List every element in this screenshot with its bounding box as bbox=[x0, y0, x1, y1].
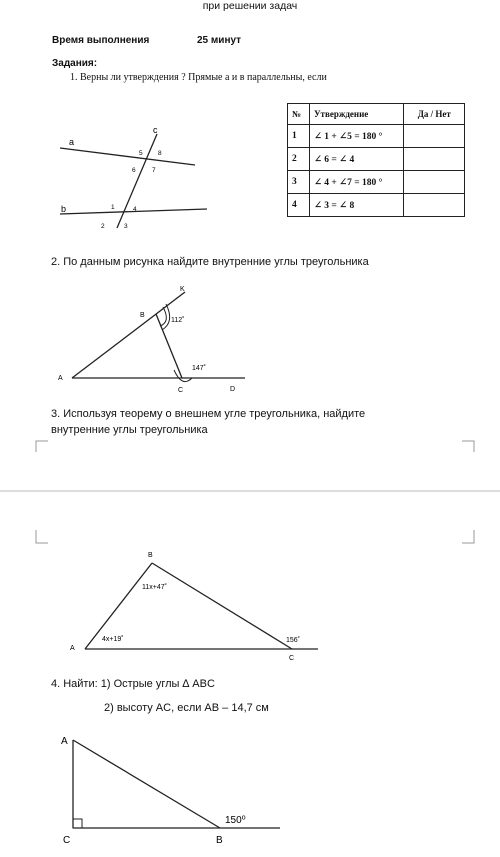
row-num: 4 bbox=[288, 194, 310, 217]
label-A: A bbox=[58, 375, 63, 382]
label-C: C bbox=[289, 655, 295, 662]
task3-figure bbox=[60, 545, 325, 665]
label-D: D bbox=[230, 386, 236, 393]
angle-c-value: 147˚ bbox=[192, 365, 207, 372]
task2-text: 2. По данным рисунка найдите внутренние углы треугольника bbox=[51, 256, 369, 268]
table-header-row bbox=[288, 104, 465, 125]
label-A: A bbox=[61, 736, 68, 747]
label-b: b bbox=[61, 204, 67, 214]
label-1: 1 bbox=[111, 204, 115, 211]
task1-text: 1. Верны ли утверждения ? Прямые а и в параллельны, если bbox=[70, 72, 327, 83]
header-statement: Утверждение bbox=[309, 104, 404, 125]
angle-a-expr: 4x+19˚ bbox=[102, 636, 124, 643]
label-2: 2 bbox=[101, 223, 105, 230]
row-answer-cell[interactable] bbox=[404, 194, 465, 217]
label-8: 8 bbox=[158, 150, 162, 157]
angle-c-arc bbox=[174, 370, 192, 382]
label-C: C bbox=[63, 835, 71, 846]
page-break bbox=[0, 438, 500, 553]
label-7: 7 bbox=[152, 167, 156, 174]
label-B: B bbox=[148, 552, 153, 559]
label-c: c bbox=[153, 125, 158, 135]
line-c bbox=[117, 134, 157, 228]
label-6: 6 bbox=[132, 167, 136, 174]
task3-text-line2: внутренние углы треугольника bbox=[51, 424, 208, 436]
header-answer: Да / Нет bbox=[404, 104, 465, 125]
line-a bbox=[60, 148, 195, 165]
exterior-angle-value: 150⁰ bbox=[225, 815, 246, 826]
statements-table bbox=[287, 103, 465, 217]
right-angle-mark bbox=[73, 819, 82, 828]
row-statement: ∠ 4 + ∠7 = 180 ° bbox=[309, 171, 404, 194]
row-statement: ∠ 3 = ∠ 8 bbox=[309, 194, 404, 217]
tasks-label: Задания: bbox=[52, 58, 98, 69]
table-row bbox=[288, 148, 465, 171]
label-K: K bbox=[180, 286, 185, 293]
table-row bbox=[288, 171, 465, 194]
label-3: 3 bbox=[124, 223, 128, 230]
task2-figure bbox=[50, 280, 250, 395]
table-row bbox=[288, 194, 465, 217]
row-num: 3 bbox=[288, 171, 310, 194]
header-num: № bbox=[288, 104, 310, 125]
table-row bbox=[288, 125, 465, 148]
angle-b-expr: 11x+47˚ bbox=[142, 584, 167, 591]
row-statement: ∠ 1 + ∠5 = 180 ° bbox=[309, 125, 404, 148]
label-4: 4 bbox=[133, 206, 137, 213]
task1-figure bbox=[55, 122, 215, 237]
crop-mark-top-left bbox=[36, 441, 48, 452]
time-value: 25 минут bbox=[197, 35, 242, 46]
task4-line2: 2) высоту AC, если AB – 14,7 см bbox=[104, 702, 269, 714]
label-a: a bbox=[69, 137, 75, 147]
row-num: 1 bbox=[288, 125, 310, 148]
angle-b-value: 112˚ bbox=[171, 317, 185, 324]
task3-text-line1: 3. Используя теорему о внешнем угле треугольника, найдите bbox=[51, 408, 366, 420]
row-answer-cell[interactable] bbox=[404, 125, 465, 148]
crop-mark-top-right bbox=[462, 441, 474, 452]
label-A: A bbox=[70, 645, 75, 652]
label-5: 5 bbox=[139, 150, 143, 157]
page-header-title: при решении задач bbox=[202, 0, 298, 12]
label-B: B bbox=[140, 312, 145, 319]
task4-line1: 4. Найти: 1) Острые углы ∆ ABC bbox=[51, 678, 215, 690]
row-statement: ∠ 6 = ∠ 4 bbox=[309, 148, 404, 171]
label-C: C bbox=[178, 387, 184, 394]
time-label: Время выполнения bbox=[52, 35, 150, 46]
task4-figure bbox=[55, 728, 290, 853]
angle-c-value: 156˚ bbox=[286, 637, 301, 644]
row-num: 2 bbox=[288, 148, 310, 171]
row-answer-cell[interactable] bbox=[404, 171, 465, 194]
row-answer-cell[interactable] bbox=[404, 148, 465, 171]
label-B: B bbox=[216, 835, 223, 846]
crop-mark-bottom-left bbox=[36, 530, 48, 543]
crop-mark-bottom-right bbox=[462, 530, 474, 543]
